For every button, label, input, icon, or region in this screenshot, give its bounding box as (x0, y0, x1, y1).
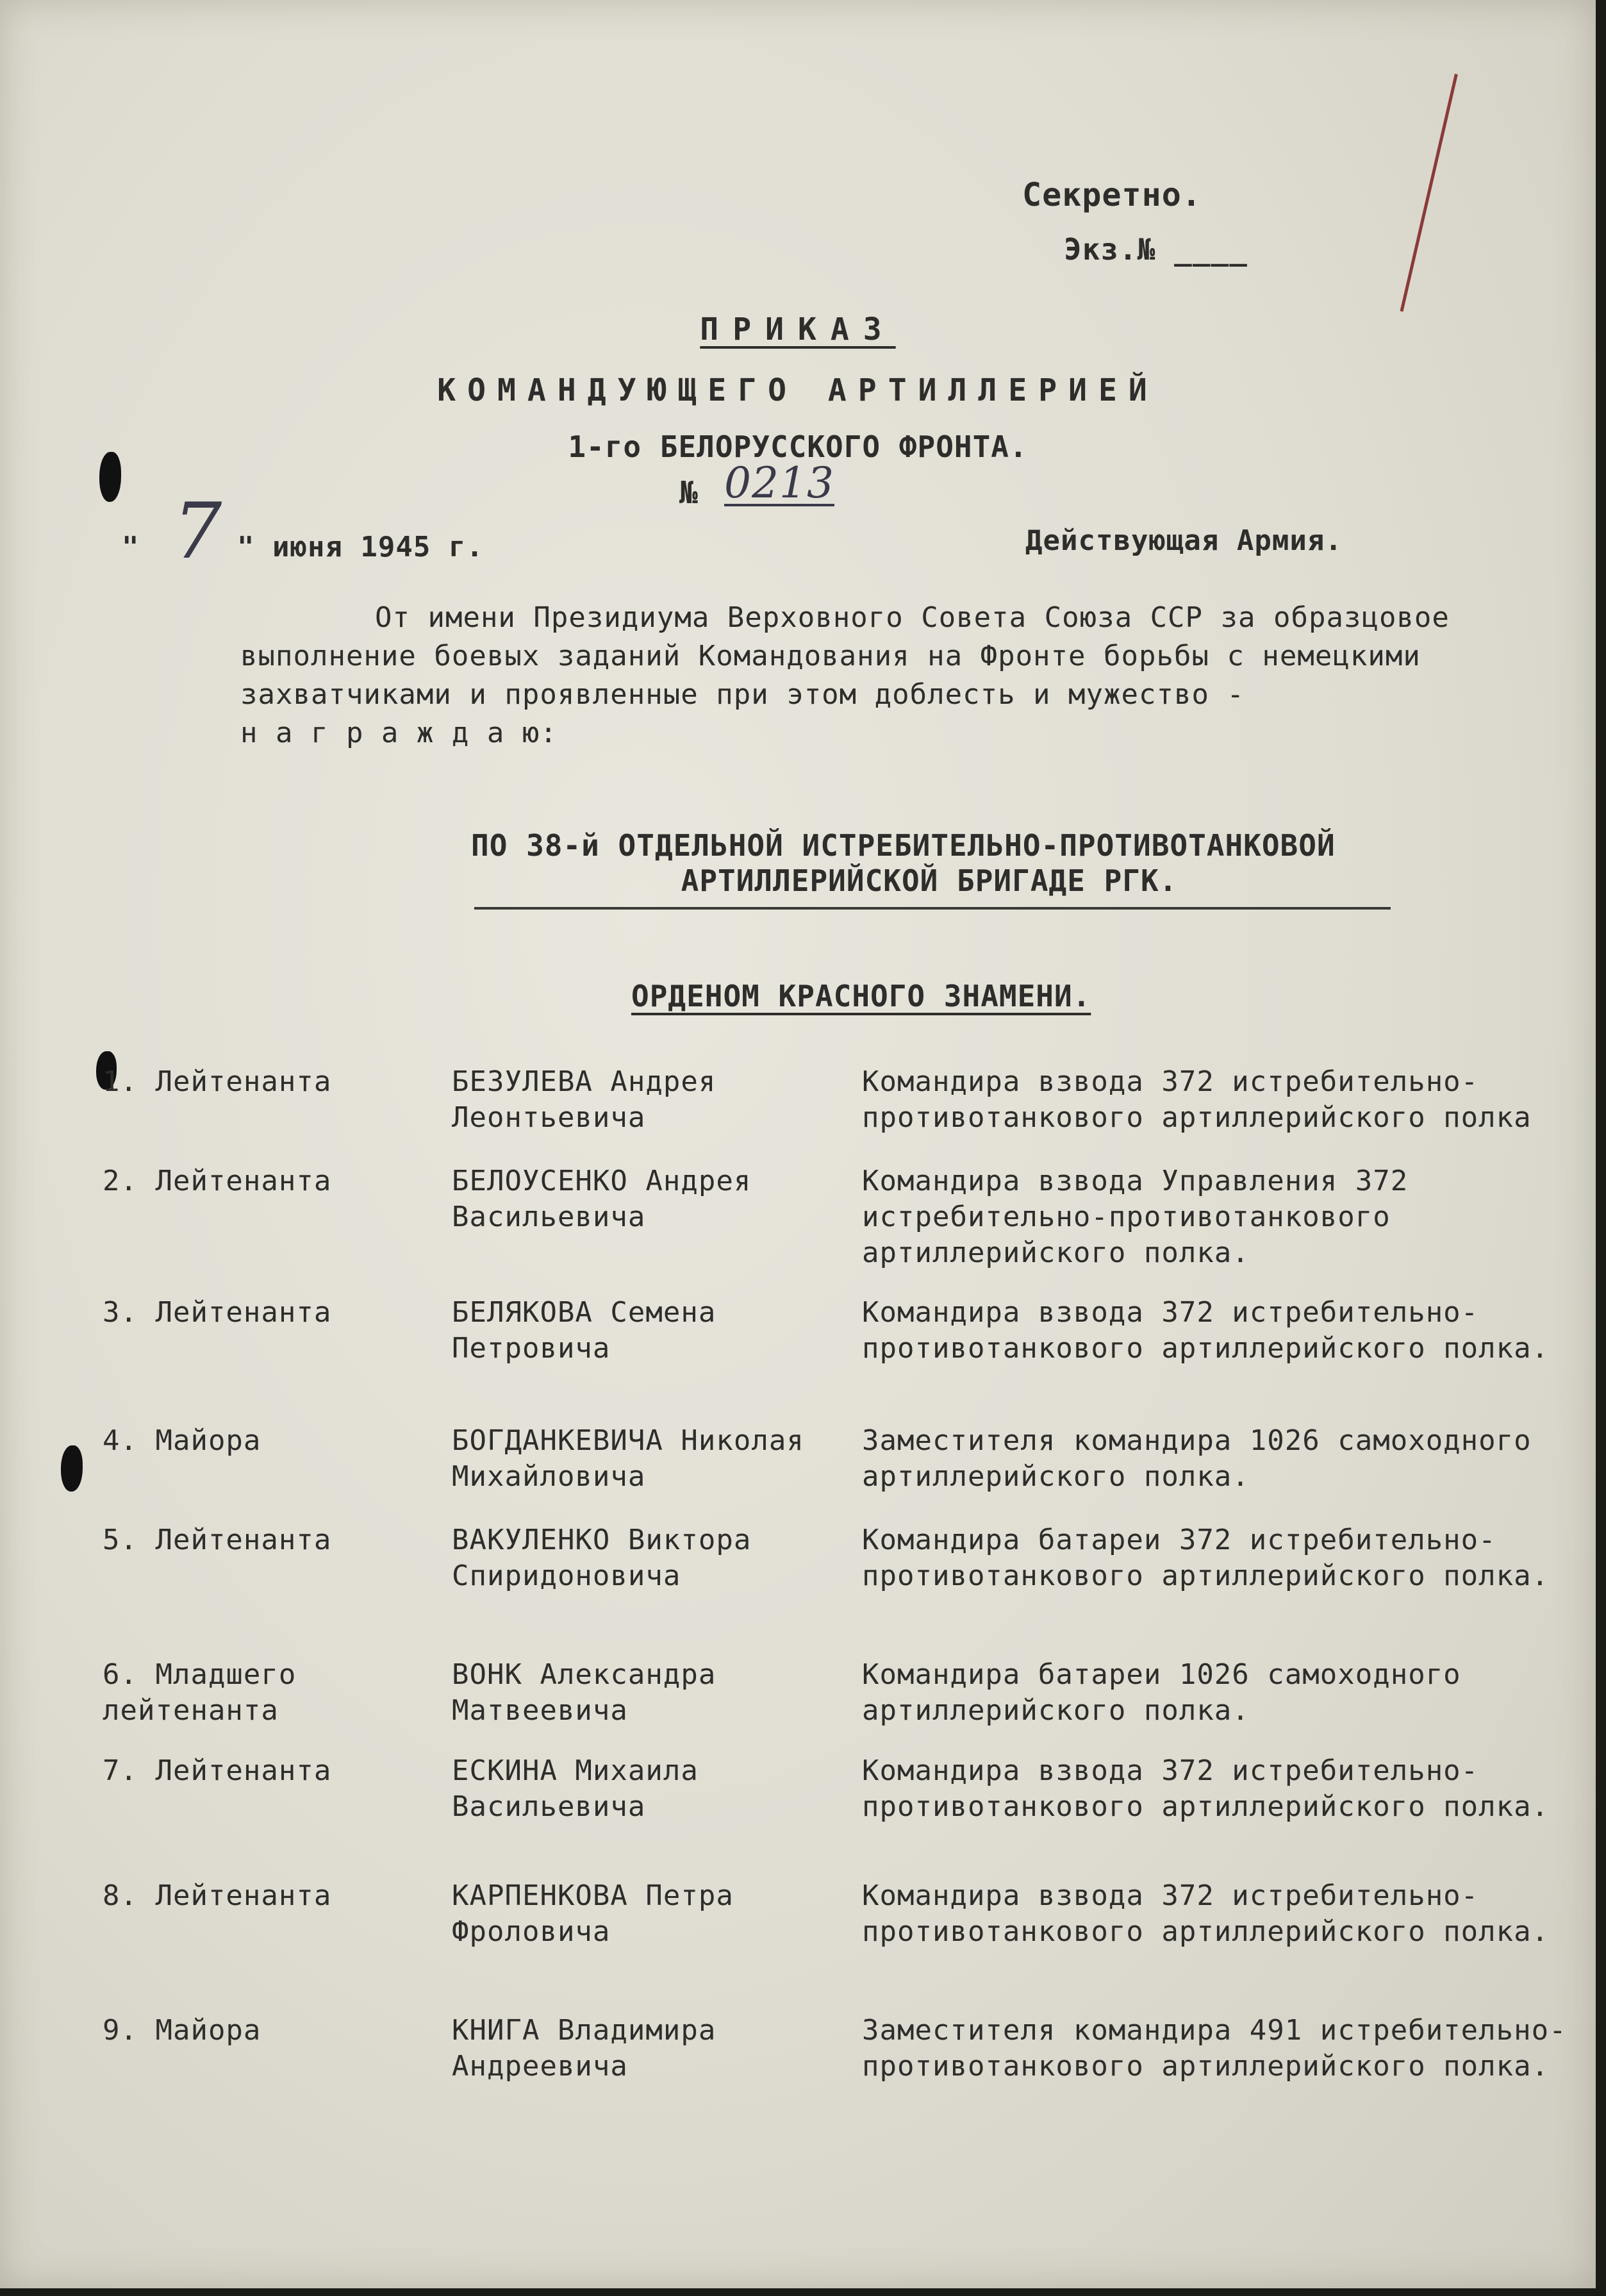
entry-rank: 6. Младшего лейтенанта (103, 1658, 297, 1727)
entry-role: Командира взвода 372 истребительно-противотанкового артиллерийского полка. (862, 1879, 1550, 1948)
entry-name: БЕЗУЛЕВА Андрея Леонтьевича (452, 1065, 716, 1134)
entry-role: Командира батареи 1026 самоходного артиллерийского полка. (862, 1658, 1461, 1727)
entry-role: Командира взвода Управления 372 истребительно-противотанкового артиллерийского полка. (862, 1165, 1409, 1269)
entry-name: КАРПЕНКОВА Петра Фроловича (452, 1879, 734, 1948)
entry-name: ВОНК Александра Матвеевича (452, 1658, 716, 1727)
entry-role: Заместителя командира 491 истребительно-противотанкового артиллерийского полка. (862, 2014, 1567, 2083)
entry-role: Заместителя командира 1026 самоходного артиллерийского полка. (862, 1424, 1532, 1493)
date-quote-open: " (122, 531, 140, 563)
entry-rank: 1. Лейтенанта (103, 1065, 332, 1098)
preamble-line-3: захватчиками и проявленные при этом доблесть и мужество - (240, 678, 1245, 711)
order-front: 1-го БЕЛОРУССКОГО ФРОНТА. (568, 429, 1028, 464)
punch-hole (61, 1445, 83, 1492)
entry-role: Командира батареи 372 истребительно-противотанкового артиллерийского полка. (862, 1524, 1550, 1592)
entry-name: БОГДАНКЕВИЧА Николая Михайловича (452, 1424, 804, 1493)
entry-name: БЕЛОУСЕНКО Андрея Васильевича (452, 1165, 752, 1233)
entry-name: БЕЛЯКОВА Семена Петровича (452, 1296, 716, 1365)
preamble-line-4: н а г р а ж д а ю: (240, 717, 558, 749)
entry-rank: 5. Лейтенанта (103, 1524, 332, 1556)
date-month-year: " июня 1945 г. (237, 531, 484, 563)
entry-rank: 9. Майора (103, 2014, 261, 2047)
order-issuer: КОМАНДУЮЩЕГО АРТИЛЛЕРИЕЙ (437, 372, 1159, 408)
order-number-prefix: № (679, 475, 699, 511)
location: Действующая Армия. (1025, 524, 1343, 557)
secret-label: Секретно. (1022, 176, 1202, 213)
entry-role: Командира взвода 372 истребительно-противотанкового артиллерийского полка. (862, 1296, 1550, 1365)
entry-name: КНИГА Владимира Андреевича (452, 2014, 716, 2083)
copy-number-label: Экз.№ ____ (1064, 232, 1248, 267)
order-title: ПРИКАЗ (700, 312, 896, 347)
entry-role: Командира взвода 372 истребительно-противотанкового артиллерийского полка (862, 1065, 1532, 1134)
pencil-mark (1400, 74, 1458, 312)
entry-rank: 4. Майора (103, 1424, 261, 1457)
unit-underline (474, 907, 1391, 910)
unit-line-1: ПО 38-й ОТДЕЛЬНОЙ ИСТРЕБИТЕЛЬНО-ПРОТИВОТАНКОВОЙ (471, 828, 1336, 863)
entry-name: ВАКУЛЕНКО Виктора Спиридоновича (452, 1524, 752, 1592)
entry-rank: 2. Лейтенанта (103, 1165, 332, 1197)
preamble-line-1: От имени Президиума Верховного Совета Союза ССР за образцовое (375, 601, 1450, 634)
award-heading: ОРДЕНОМ КРАСНОГО ЗНАМЕНИ. (631, 979, 1091, 1013)
entry-rank: 8. Лейтенанта (103, 1879, 332, 1912)
entry-rank: 7. Лейтенанта (103, 1754, 332, 1787)
date-day: 7 (173, 487, 223, 576)
preamble-line-2: выполнение боевых заданий Командования на Фронте борьбы с немецкими (240, 640, 1421, 672)
entry-rank: 3. Лейтенанта (103, 1296, 332, 1329)
entry-name: ЕСКИНА Михаила Васильевича (452, 1754, 699, 1823)
unit-line-2: АРТИЛЛЕРИЙСКОЙ БРИГАДЕ РГК. (681, 863, 1178, 898)
entry-role: Командира взвода 372 истребительно-противотанкового артиллерийского полка. (862, 1754, 1550, 1823)
order-number: 0213 (724, 458, 834, 508)
